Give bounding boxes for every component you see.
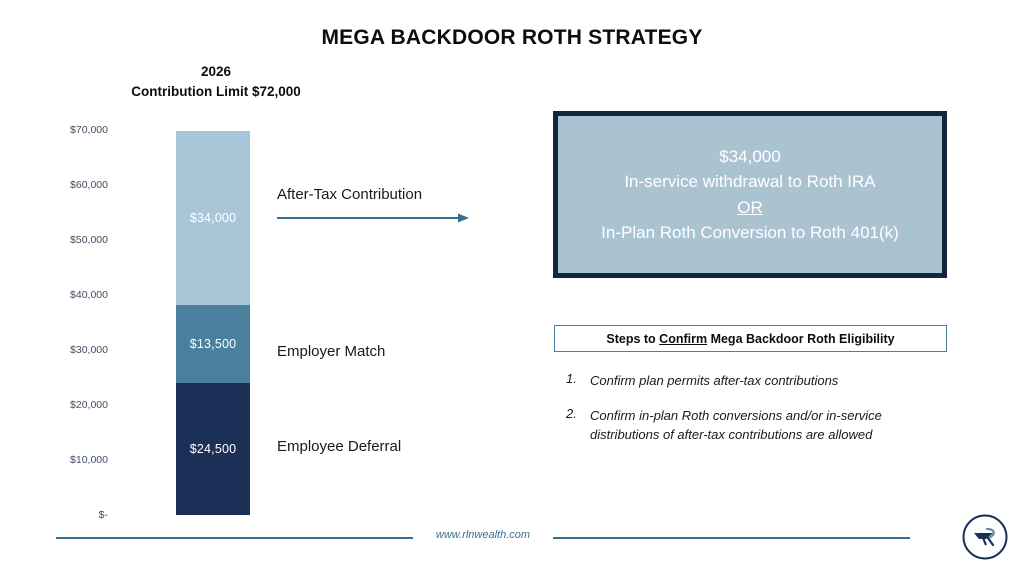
steps-title-prefix: Steps to [606, 331, 660, 346]
bar-segment-employer-match[interactable] [176, 305, 250, 383]
steps-list [560, 371, 952, 460]
callout-option-one: In-service withdrawal to Roth IRA [624, 172, 876, 192]
bar-segment-label: $24,500 [189, 442, 237, 456]
callout-option-two: In-Plan Roth Conversion to Roth 401(k) [601, 222, 899, 242]
chart-header-limit: Contribution Limit $72,000 [131, 83, 301, 99]
pointer-arrow-icon [277, 210, 469, 220]
conversion-callout-box [553, 111, 947, 278]
list-item [560, 406, 952, 444]
list-item-text: Confirm plan permits after-tax contributions [590, 373, 839, 388]
y-axis-tick: $40,000 [70, 289, 108, 301]
stacked-bar-chart [0, 0, 520, 540]
list-item-text: Confirm in-plan Roth conversions and/or in-service distributions of after-tax contributions are allowed [590, 408, 882, 443]
bar-segment-label: $13,500 [189, 337, 237, 351]
y-axis-tick: $10,000 [70, 454, 108, 466]
list-item-number: 2. [566, 406, 577, 422]
stacked-bar [176, 131, 250, 515]
footer-divider-right [553, 537, 910, 539]
y-axis-tick: $20,000 [70, 399, 108, 411]
y-axis-tick: $70,000 [70, 124, 108, 136]
brand-logo-icon [960, 512, 1010, 562]
chart-header-year: 2026 [200, 64, 232, 79]
category-label-employer-match: Employer Match [277, 343, 386, 360]
bar-segment-label: $34,000 [189, 211, 237, 225]
steps-title-emphasis: Confirm [659, 331, 708, 346]
y-axis-tick: $- [98, 509, 108, 521]
list-item-number: 1. [566, 371, 577, 386]
bar-segment-employee-deferral[interactable] [176, 383, 250, 515]
steps-title-suffix: Mega Backdoor Roth Eligibility [707, 331, 895, 346]
footer-divider-left [56, 537, 413, 539]
list-item [560, 371, 952, 390]
steps-header-box [554, 325, 947, 352]
y-axis-tick: $30,000 [70, 344, 108, 356]
footer-website-url[interactable]: www.rlnwealth.com [435, 529, 531, 541]
chart-header [56, 62, 376, 101]
callout-amount: $34,000 [719, 147, 781, 167]
callout-or-separator: OR [737, 197, 763, 217]
category-label-employee-deferral: Employee Deferral [277, 438, 402, 455]
steps-header-title [606, 332, 894, 346]
y-axis-tick: $50,000 [70, 234, 108, 246]
category-label-after-tax-contribution: After-Tax Contribution [277, 186, 423, 203]
y-axis-tick: $60,000 [70, 179, 108, 191]
bar-segment-after-tax-contribution[interactable] [176, 131, 250, 305]
y-axis [48, 118, 108, 520]
page-title: MEGA BACKDOOR ROTH STRATEGY [321, 26, 703, 49]
